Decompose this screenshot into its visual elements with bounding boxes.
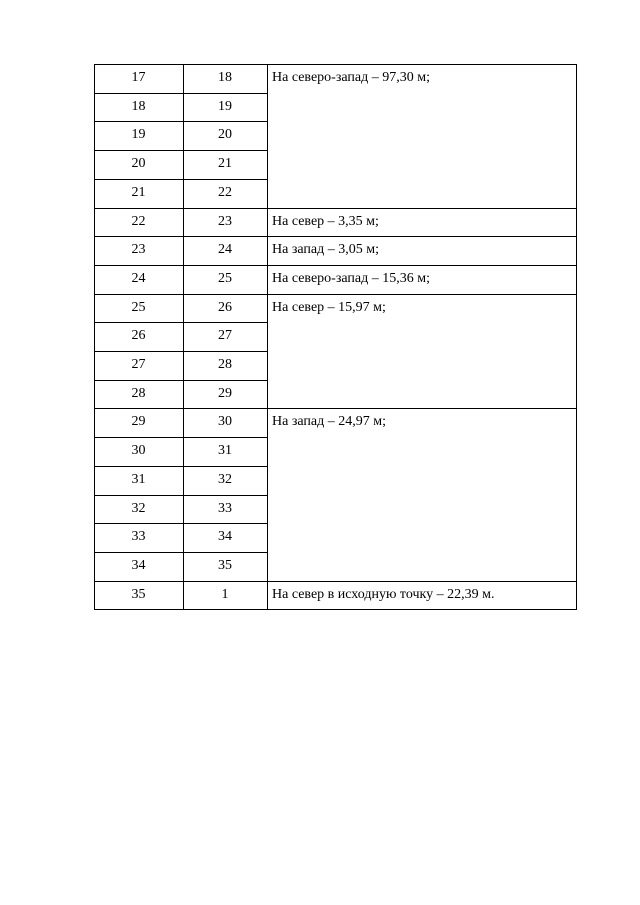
point-from-cell: 32 [131, 500, 146, 516]
point-to-cell: 28 [218, 357, 232, 372]
description-border [267, 265, 577, 266]
direction-description-cell: На запад – 24,97 м; [272, 414, 386, 430]
row-border [94, 265, 267, 266]
point-from-cell: 27 [131, 357, 146, 372]
point-from-cell: 26 [131, 328, 146, 344]
description-border [267, 64, 577, 65]
row-border [94, 208, 267, 209]
row-border [94, 495, 267, 496]
point-to-cell: 33 [218, 500, 232, 516]
direction-description-cell: На запад – 3,05 м; [272, 242, 379, 258]
point-from-cell: 28 [131, 385, 146, 401]
point-to-cell: 32 [218, 471, 232, 487]
row-border [94, 179, 267, 180]
point-from-cell: 29 [131, 414, 146, 430]
point-to-cell: 29 [218, 385, 232, 401]
point-to-cell: 35 [218, 557, 232, 573]
point-to-cell: 18 [218, 70, 232, 85]
point-to-cell: 23 [218, 213, 232, 229]
point-from-cell: 21 [131, 184, 146, 200]
point-to-cell: 31 [218, 443, 232, 459]
point-from-cell: 23 [131, 242, 146, 258]
row-border [94, 294, 267, 295]
direction-description-cell: На север в исходную точку – 22,39 м. [272, 586, 495, 602]
row-border [94, 64, 267, 65]
row-border [94, 466, 267, 467]
row-border [94, 523, 267, 524]
point-from-cell: 20 [131, 156, 146, 172]
row-border [94, 437, 267, 438]
point-from-cell: 31 [131, 471, 146, 487]
point-from-cell: 24 [131, 270, 146, 286]
table-bottom-border [94, 609, 577, 610]
row-border [94, 93, 267, 94]
row-border [94, 236, 267, 237]
table-left-border [94, 64, 95, 610]
table-right-border [576, 64, 577, 610]
direction-description-cell: На северо-запад – 15,36 м; [272, 270, 430, 286]
point-from-cell: 35 [131, 586, 146, 602]
point-from-cell: 19 [131, 127, 146, 143]
row-border [94, 121, 267, 122]
point-from-cell: 33 [131, 529, 146, 545]
point-to-cell: 1 [221, 586, 229, 602]
point-from-cell: 30 [131, 443, 146, 459]
description-border [267, 294, 577, 295]
point-to-cell: 26 [218, 299, 232, 315]
point-from-cell: 18 [131, 98, 146, 114]
description-border [267, 236, 577, 237]
point-to-cell: 30 [218, 414, 232, 430]
point-to-cell: 27 [218, 328, 232, 344]
column-divider [267, 64, 268, 610]
point-from-cell: 34 [131, 557, 146, 573]
row-border [94, 380, 267, 381]
boundary-table [94, 64, 577, 609]
column-divider [183, 64, 184, 610]
point-from-cell: 17 [131, 70, 146, 85]
direction-description-cell: На северо-запад – 97,30 м; [272, 70, 430, 85]
row-border [94, 581, 267, 582]
point-to-cell: 20 [218, 127, 232, 143]
row-border [94, 552, 267, 553]
row-border [94, 322, 267, 323]
point-to-cell: 34 [218, 529, 232, 545]
point-to-cell: 24 [218, 242, 232, 258]
point-from-cell: 25 [131, 299, 146, 315]
description-border [267, 581, 577, 582]
row-border [94, 150, 267, 151]
point-to-cell: 22 [218, 184, 232, 200]
point-to-cell: 25 [218, 270, 232, 286]
direction-description-cell: На север – 3,35 м; [272, 213, 379, 229]
point-from-cell: 22 [131, 213, 146, 229]
row-border [94, 408, 267, 409]
row-border [94, 351, 267, 352]
direction-description-cell: На север – 15,97 м; [272, 299, 386, 315]
description-border [267, 408, 577, 409]
description-border [267, 208, 577, 209]
point-to-cell: 21 [218, 156, 232, 172]
point-to-cell: 19 [218, 98, 232, 114]
